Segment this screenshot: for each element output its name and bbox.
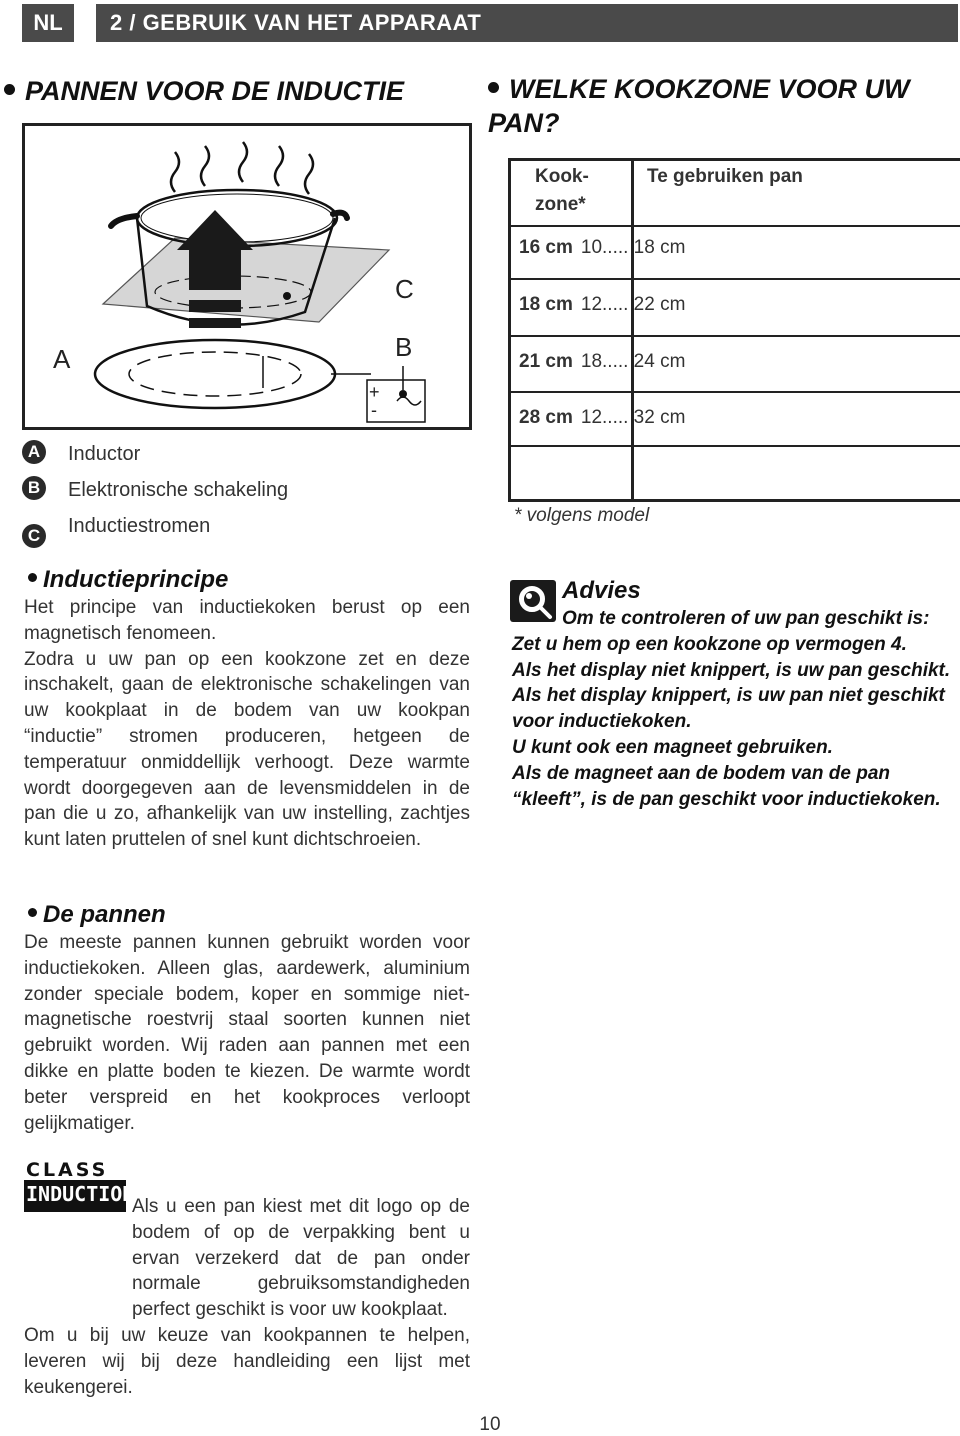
zone-size: 21 cm	[519, 351, 573, 372]
figure-label-b: B	[395, 332, 413, 362]
legend-badge-b: B	[22, 476, 46, 500]
table-cell	[519, 237, 685, 259]
logo-class-word: CLASS	[26, 1159, 109, 1181]
pans-text	[24, 930, 470, 1136]
pans-paragraph: De meeste pannen kunnen gebruikt worden voor inductiekoken. Alleen glas, aardewerk, aluminium zonder speciale bodem, koper en sommige niet-magnetische roestvrij staal soorten kunnen niet gebruikt worden. Wij raden aan pannen met een dikke en platte boden te kiezen. De warmte wordt beter verspreid en het kookproces verloopt gelijkmatiger.	[24, 932, 470, 1134]
bullet-icon	[28, 573, 37, 582]
table-footnote: * volgens model	[514, 505, 650, 526]
advice-line: U kunt ook een magneet gebruiken.	[512, 736, 833, 758]
legend-text: Inductor	[68, 443, 141, 465]
logo-paragraph-1: Als u een pan kiest met dit logo op de bodem of op de verpakking bent u ervan verzekerd dat de pan onder normale gebruiksomstandigheden perfect geschikt is voor uw kookplaat.	[132, 1196, 470, 1321]
bullet-icon	[4, 84, 15, 95]
principle-text	[24, 595, 470, 853]
section-title-pans-text: PANNEN VOOR DE INDUCTIE	[25, 76, 405, 106]
legend-badge-a: A	[22, 440, 46, 464]
table-row	[511, 393, 960, 447]
figure-label-minus: -	[371, 400, 377, 420]
pans-heading	[28, 901, 166, 929]
section-title-pans	[4, 74, 404, 108]
legend-badge-c: C	[22, 524, 46, 548]
figure-label-c: C	[395, 274, 414, 304]
table-cell	[519, 294, 685, 316]
principle-heading-text: Inductieprincipe	[43, 566, 229, 593]
pan-size: 10..... 18 cm	[580, 237, 686, 258]
table-cell	[519, 407, 685, 429]
table-cell	[519, 351, 685, 373]
table-header-zone-line2: zone*	[535, 194, 586, 215]
table-row	[511, 227, 960, 280]
principle-heading	[28, 566, 228, 594]
table-header-zone-line1: Kook-	[535, 166, 589, 187]
section-title-zones-text: WELKE KOOKZONE VOOR UW PAN?	[488, 74, 910, 138]
pan-size: 18..... 24 cm	[580, 351, 686, 372]
page-number: 10	[479, 1414, 501, 1435]
table-header-pan: Te gebruiken pan	[647, 166, 803, 187]
zone-size: 16 cm	[519, 237, 573, 258]
pans-heading-text: De pannen	[43, 901, 166, 928]
table-header-row	[511, 161, 960, 227]
zone-size: 28 cm	[519, 407, 573, 428]
language-badge: NL	[22, 4, 74, 42]
advice-text	[512, 606, 952, 812]
bullet-icon	[28, 908, 37, 917]
pan-size: 12..... 32 cm	[580, 407, 686, 428]
induction-diagram	[22, 123, 472, 430]
pan-size: 12..... 22 cm	[580, 294, 686, 315]
logo-induction-word: INDUCTION	[26, 1182, 135, 1206]
zone-size: 18 cm	[519, 294, 573, 315]
figure-label-a: A	[53, 344, 71, 374]
advice-line: Om te controleren of uw pan geschikt is:	[562, 608, 930, 629]
advice-heading: Advies	[562, 577, 641, 604]
bullet-icon	[488, 82, 499, 93]
logo-paragraph-2: Om u bij uw keuze van kookpannen te helpen, leveren wij bij deze handleiding een lijst met keukengerei.	[24, 1324, 470, 1398]
table-row	[511, 337, 960, 393]
legend-text: Inductiestromen	[68, 515, 211, 537]
advice-line: Als de magneet aan de bodem van de pan “kleeft”, is de pan geschikt voor inductiekoken.	[512, 762, 941, 810]
table-row	[511, 280, 960, 337]
principle-paragraph-2: Zodra u uw pan op een kookzone zet en deze inschakelt, gaan de elektronische schakelingen van uw kookplaat in de bodem van uw kookpan “inductie” stromen produceren, hetgeen de temperatuur onmiddellijk verhoogt. Deze warmte wordt doorgegeven aan de levensmiddelen in de pan die u zo, afhankelijk van uw instelling, zachtjes kunt laten pruttelen of snel kunt dichtschroeien.	[24, 648, 470, 851]
logo-explanation	[24, 1194, 470, 1400]
section-title-zones	[488, 72, 948, 140]
advice-line: Als het display niet knippert, is uw pan geschikt.	[512, 659, 951, 681]
figure-label-plus: +	[369, 382, 380, 402]
principle-paragraph-1: Het principe van inductiekoken berust op een magnetisch fenomeen.	[24, 597, 470, 644]
advice-line: Zet u hem op een kookzone op vermogen 4.	[512, 633, 907, 655]
cooking-zone-table	[508, 158, 960, 502]
advice-line: Als het display knippert, is uw pan niet geschikt voor inductiekoken.	[512, 685, 945, 733]
legend-text: Elektronische schakeling	[68, 479, 289, 501]
table-header-zone	[535, 163, 589, 219]
chapter-title: 2 / GEBRUIK VAN HET APPARAAT	[96, 4, 958, 42]
